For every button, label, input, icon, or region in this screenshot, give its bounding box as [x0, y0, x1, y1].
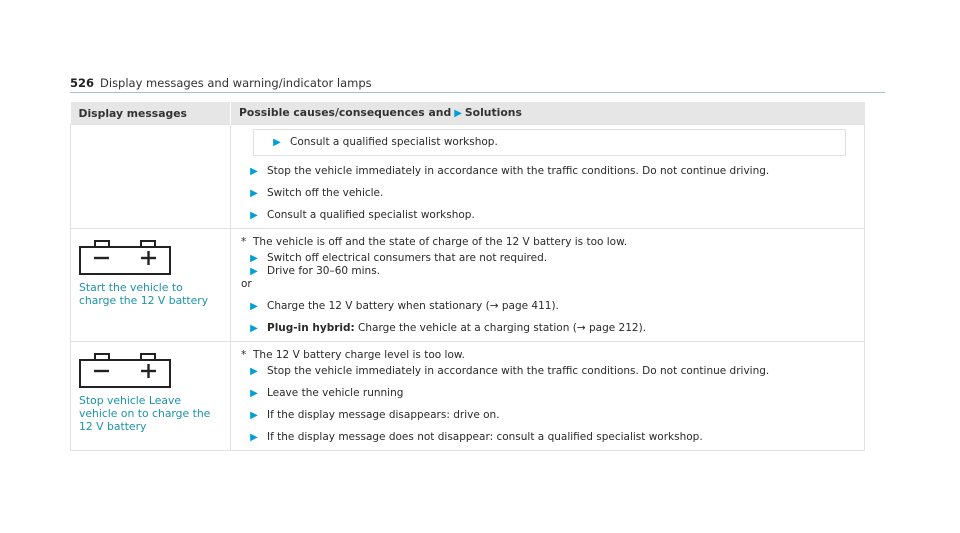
- triangle-right-icon: ▶: [250, 266, 258, 277]
- solution-step: ▶ Plug-in hybrid: Charge the vehicle at a charging station (→ page 212).: [241, 322, 854, 335]
- solution-step: ▶ Consult a qualified specialist workshop.: [241, 209, 854, 222]
- solution-step: ▶ Switch off electrical consumers that are not required.: [241, 252, 854, 265]
- triangle-right-icon: ▶: [250, 323, 258, 334]
- solution-cell: [231, 125, 865, 229]
- table-header-row: [71, 102, 865, 125]
- page-title: Display messages and warning/indicator lamps: [100, 76, 372, 90]
- page-reference[interactable]: → page 411).: [489, 300, 559, 312]
- table-row: [71, 229, 865, 342]
- triangle-right-icon: ▶: [250, 253, 258, 264]
- solution-step: ▶ Charge the 12 V battery when stationary (→ page 411).: [241, 300, 854, 313]
- solution-cell: [231, 229, 865, 342]
- triangle-right-icon: ▶: [454, 108, 462, 119]
- page-header: [70, 76, 372, 90]
- solution-step: ▶ Stop the vehicle immediately in accordance with the traffic conditions. Do not continue driving.: [241, 165, 854, 178]
- display-message-text: Start the vehicle to charge the 12 V battery: [79, 281, 209, 307]
- triangle-right-icon: ▶: [250, 301, 258, 312]
- triangle-right-icon: ▶: [250, 166, 258, 177]
- triangle-right-icon: ▶: [250, 388, 258, 399]
- note-marker: *: [241, 349, 247, 361]
- triangle-right-icon: ▶: [273, 137, 281, 148]
- battery-icon: [79, 352, 171, 388]
- solution-step: ▶ Switch off the vehicle.: [241, 187, 854, 200]
- messages-table: [70, 102, 865, 451]
- message-cell: [71, 125, 231, 229]
- solution-step: ▶ If the display message does not disappear: consult a qualified specialist workshop.: [241, 431, 854, 444]
- battery-icon: [79, 239, 171, 275]
- page-reference[interactable]: → page 212).: [576, 322, 647, 334]
- boxed-step: ▶ Consult a qualified specialist workshop.: [253, 129, 846, 156]
- message-cell: [71, 342, 231, 451]
- triangle-right-icon: ▶: [250, 366, 258, 377]
- triangle-right-icon: ▶: [250, 188, 258, 199]
- note-marker: *: [241, 236, 247, 248]
- note: * The vehicle is off and the state of charge of the 12 V battery is too low.: [241, 236, 628, 248]
- note: * The 12 V battery charge level is too low.: [241, 349, 465, 361]
- solution-step: ▶ Drive for 30–60 mins.: [241, 265, 854, 278]
- table-row: [71, 342, 865, 451]
- triangle-right-icon: ▶: [250, 432, 258, 443]
- col-header-display-messages: Display messages: [71, 102, 231, 125]
- table-row: [71, 125, 865, 229]
- page-number: 526: [70, 76, 95, 90]
- solution-step: ▶ Leave the vehicle running: [241, 387, 854, 400]
- triangle-right-icon: ▶: [250, 210, 258, 221]
- message-cell: [71, 229, 231, 342]
- solution-step: ▶ Stop the vehicle immediately in accordance with the traffic conditions. Do not continue driving.: [241, 365, 854, 378]
- solution-cell: [231, 342, 865, 451]
- header-rule: [70, 92, 885, 93]
- solution-step: ▶ If the display message disappears: drive on.: [241, 409, 854, 422]
- triangle-right-icon: ▶: [250, 410, 258, 421]
- col-header-causes: Possible causes/consequences and ▶ Solutions: [231, 102, 865, 125]
- or-text: or: [241, 278, 252, 290]
- display-message-text: Stop vehicle Leave vehicle on to charge the 12 V battery: [79, 394, 211, 433]
